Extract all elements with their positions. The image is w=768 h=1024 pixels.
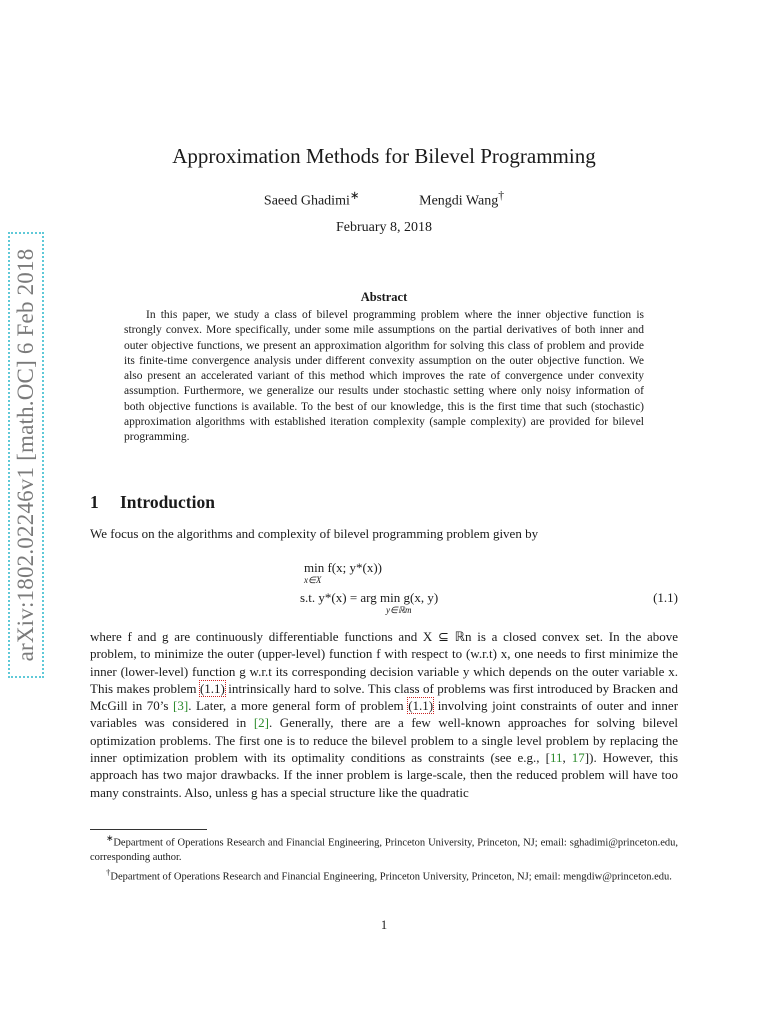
citation-link-2[interactable]: [2] bbox=[253, 715, 269, 731]
paragraph-text-3: . Later, a more general form of problem bbox=[188, 698, 404, 714]
footnote-1-text: Department of Operations Research and Financial Engineering, Princeton University, Princeton, NJ; email: sghadimi@princeton.edu, corresponding author. bbox=[90, 837, 678, 863]
equation-objective-subscript: x∈X bbox=[304, 575, 322, 585]
section-number: 1 bbox=[90, 492, 99, 512]
equation-line-objective bbox=[304, 560, 382, 585]
abstract-text: In this paper, we study a class of bilevel programming problem where the inner objective function is strongly convex. More specifically, under some mile assumptions on the partial derivatives of both inner and outer objective functions, we present an approximation algorithm for solving this class of problem and provide its finite-time convergence analysis under different convexity assumption on the outer objective function. We also present an accelerated variant of this method which improves the rate of convergence under convexity assumption. Furthermore, we generalize our results under stochastic setting where only noisy information of both objective functions is available. To the best of our knowledge, this is the first time that such (stochastic) approximation algorithms with established iteration complexity (sample complexity) are provided for bilevel programming. bbox=[124, 309, 644, 444]
footnotes bbox=[90, 831, 678, 885]
equation-1-1 bbox=[90, 556, 678, 616]
intro-sentence: We focus on the algorithms and complexity of bilevel programming problem given by bbox=[90, 526, 539, 541]
footnote-2 bbox=[90, 865, 678, 885]
author-list bbox=[90, 188, 678, 210]
footnote-divider bbox=[90, 829, 207, 830]
citation-link-11[interactable]: 11 bbox=[549, 750, 563, 766]
author-2-name: Mengdi Wang bbox=[419, 193, 499, 209]
arxiv-identifier-stamp[interactable] bbox=[8, 232, 44, 678]
equation-constraint-subscript: y∈ℝm bbox=[386, 605, 412, 615]
footnote-2-text: Department of Operations Research and Financial Engineering, Princeton University, Princeton, NJ; email: mengdiw@princeton.edu. bbox=[110, 871, 672, 883]
equation-number: (1.1) bbox=[653, 590, 678, 605]
author-2 bbox=[419, 189, 504, 210]
citation-link-17[interactable]: 17 bbox=[571, 750, 585, 766]
paragraph-text-4: involving joint constraints of outer and inner variables was considered in bbox=[90, 698, 679, 731]
footnote-1 bbox=[90, 831, 678, 865]
author-1-mark: ∗ bbox=[349, 189, 360, 202]
equation-reference-link[interactable]: (1.1) bbox=[408, 698, 434, 714]
paragraph-text-1: where f and g are continuously differentiable functions and X ⊆ ℝn is a closed convex set. In the above problem, to minimize the outer (upper-level) function f with respect to (w.r.t) x, one needs to first minimize the inner (lower-level) function g w.r.t its corresponding decision variable y which depends on the outer variable x. This makes problem bbox=[90, 629, 678, 696]
section-heading-introduction bbox=[90, 492, 215, 513]
author-1 bbox=[264, 188, 360, 210]
paragraph-text-7: ]). However, this approach has two major drawbacks. If the inner problem is large-scale, then the reduced problem will have too many constraints. Also, unless g has a special structure like the quadratic bbox=[90, 750, 678, 800]
abstract-heading: Abstract bbox=[360, 290, 408, 304]
paragraph-text-2: intrinsically hard to solve. This class of problems was first introduced by Bracken and McGill in 70’s bbox=[90, 680, 679, 714]
intro-paragraph bbox=[90, 628, 678, 801]
equation-objective: min f(x; y*(x)) bbox=[304, 560, 382, 575]
paragraph-text-6: , bbox=[562, 750, 572, 766]
paper-title: Approximation Methods for Bilevel Programming bbox=[172, 144, 596, 168]
paper-date: February 8, 2018 bbox=[335, 220, 433, 235]
arxiv-identifier: arXiv:1802.02246v1 [math.OC] 6 Feb 2018 bbox=[13, 248, 38, 662]
page-number: 1 bbox=[380, 918, 388, 932]
footnote-1-mark: ∗ bbox=[106, 833, 114, 843]
footnote-2-mark: † bbox=[106, 867, 111, 878]
author-2-mark: † bbox=[498, 189, 505, 202]
author-1-name: Saeed Ghadimi bbox=[263, 193, 350, 209]
citation-link-3[interactable]: [3] bbox=[173, 698, 189, 714]
equation-constraint: s.t. y*(x) = arg min g(x, y) bbox=[300, 590, 439, 605]
equation-line-constraint bbox=[300, 590, 439, 615]
paragraph-text-5: . Generally, there are a few well-known approaches for solving bilevel optimization problems. The first one is to reduce the bilevel problem to a single level problem by replacing the inner optimization problem with its optimality conditions as constraints (see e.g., [ bbox=[90, 715, 678, 766]
section-title: Introduction bbox=[120, 492, 215, 512]
equation-reference-link[interactable]: (1.1) bbox=[199, 680, 225, 696]
